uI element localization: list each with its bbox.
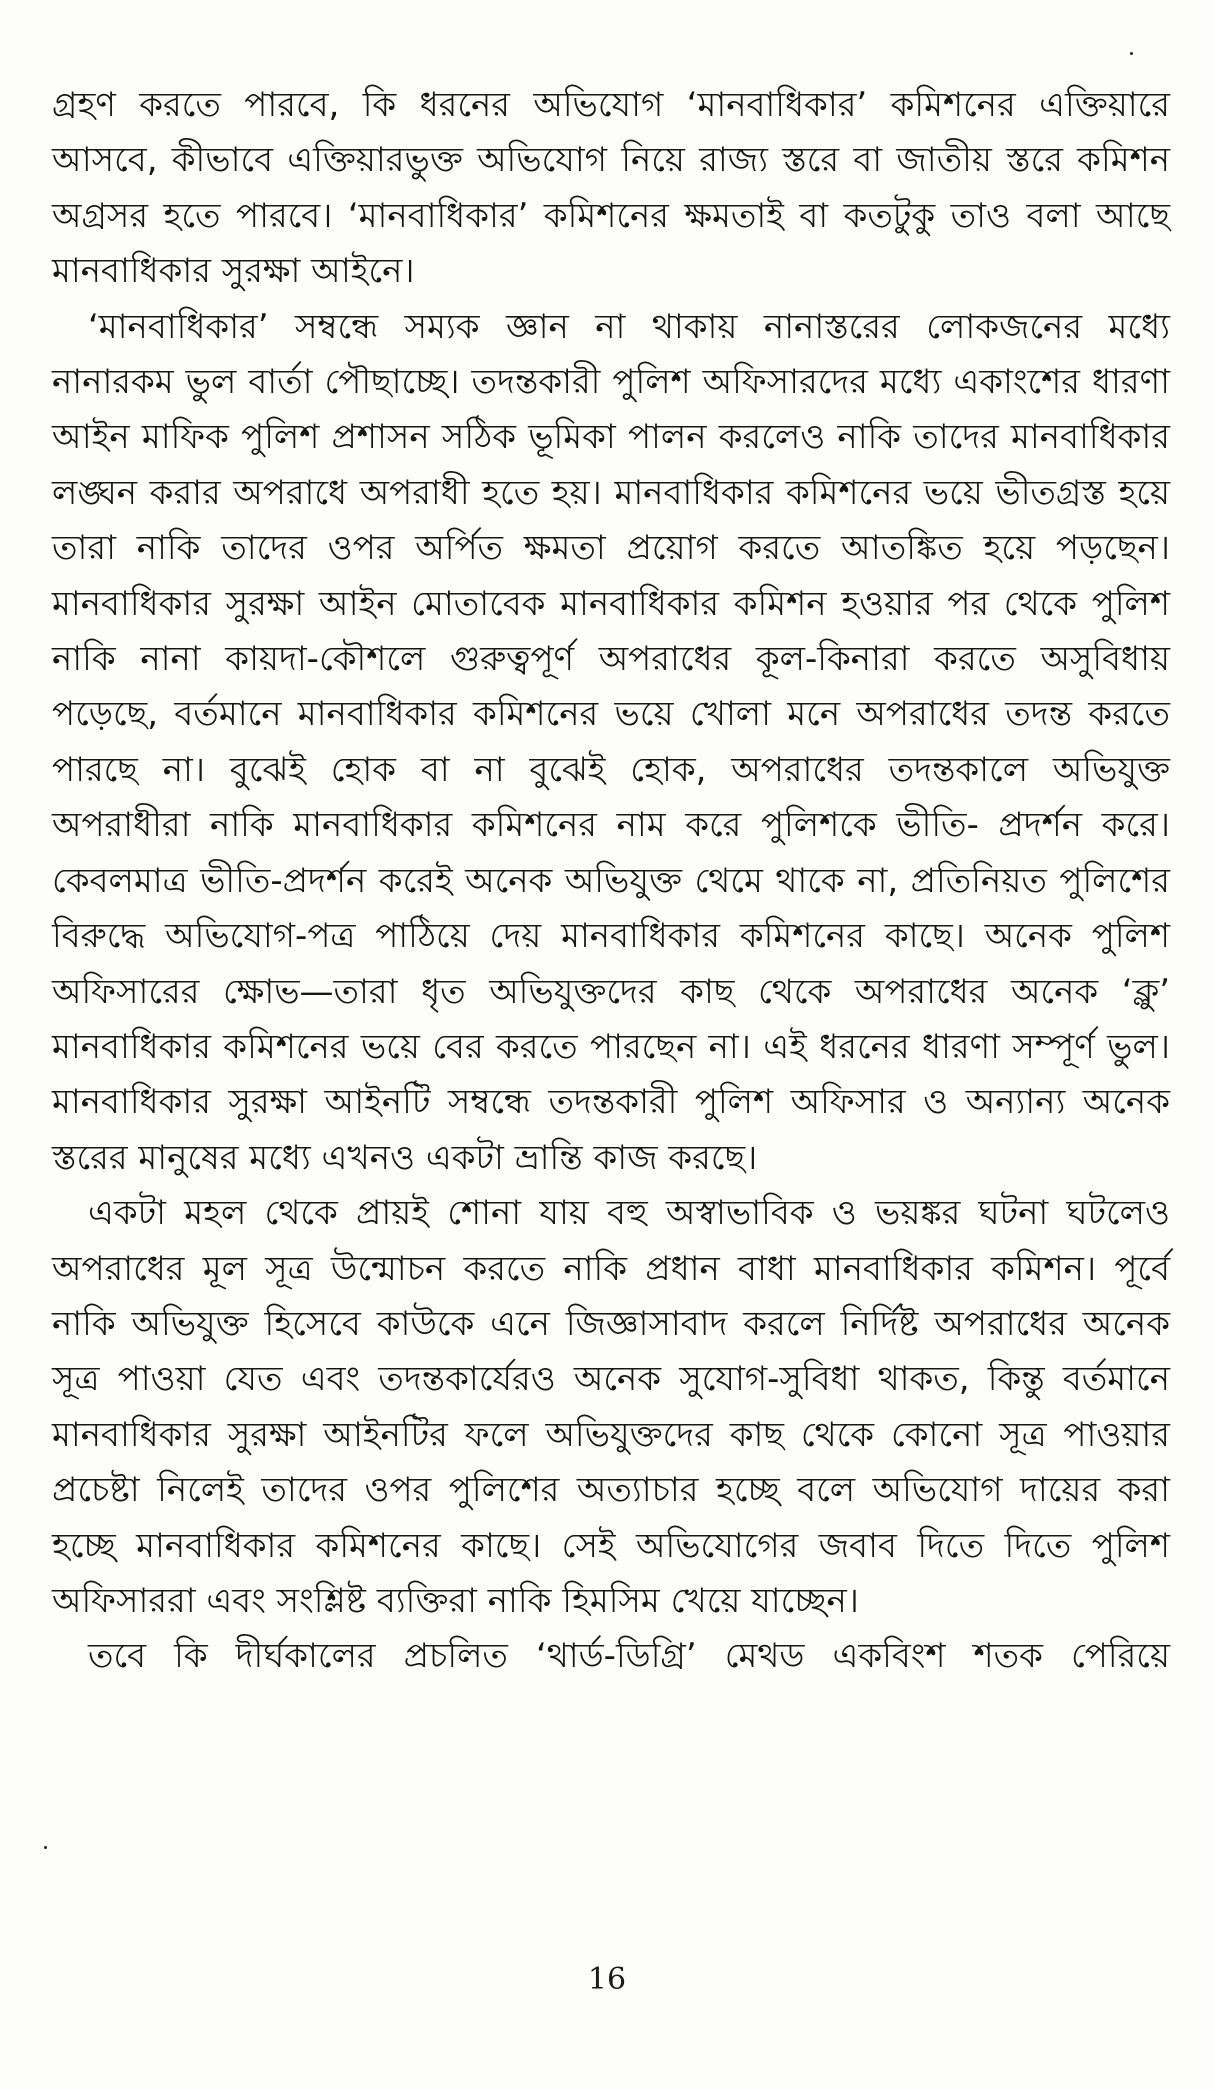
paragraph-2: ‘মানবাধিকার’ সম্বন্ধে সম্যক জ্ঞান না থাকায় নানাস্তরের লোকজনের মধ্যে নানারকম ভুল বার্তা পৌছাচ্ছে। তদন্তকারী পুলিশ অফিসারদের মধ্যে একাংশের ধারণা আইন মাফিক পুলিশ প্রশাসন সঠিক ভূমিকা পালন করলেও নাকি তাদের মানবাধিকার লঙ্ঘন করার অপরাধে অপরাধী হতে হয়। মানবাধিকার কমিশনের ভয়ে ভীতগ্রস্ত হয়ে তারা নাকি তাদের ওপর অর্পিত ক্ষমতা প্রয়োগ করতে আতঙ্কিত হয়ে পড়ছেন। মানবাধিকার সুরক্ষা আইন মোতাবেক মানবাধিকার কমিশন হওয়ার পর থেকে পুলিশ নাকি নানা কায়দা-কৌশলে গুরুত্বপূর্ণ অপরাধের কূল-কিনারা করতে অসুবিধায় পড়েছে, বর্তমানে মানবাধিকার কমিশনের ভয়ে খোলা মনে অপরাধের তদন্ত করতে পারছে না। বুঝেই হোক বা না বুঝেই হোক, অপরাধের তদন্তকালে অভিযুক্ত অপরাধীরা নাকি মানবাধিকার কমিশনের নাম করে পুলিশকে ভীতি- প্রদর্শন করে। কেবলমাত্র ভীতি-প্রদর্শন করেই অনেক অভিযুক্ত থেমে থাকে না, প্রতিনিয়ত পুলিশের বিরুদ্ধে অভিযোগ-পত্র পাঠিয়ে দেয় মানবাধিকার কমিশনের কাছে। অনেক পুলিশ অফিসারের ক্ষোভ—তারা ধৃত অভিযুক্তদের কাছ থেকে অপরাধের অনেক ‘ক্লু’ মানবাধিকার কমিশনের ভয়ে বের করতে পারছেন না। এই ধরনের ধারণা সম্পূর্ণ ভুল। মানবাধিকার সুরক্ষা আইনটি সম্বন্ধে তদন্তকারী পুলিশ অফিসার ও অন্যান্য অনেক স্তরের মানুষের মধ্যে এখনও একটা ভ্রান্তি কাজ করছে। bbox=[52, 306, 1170, 1178]
page-number: 16 bbox=[587, 1962, 627, 1997]
print-speck bbox=[1130, 52, 1133, 55]
paragraph-4: তবে কি দীর্ঘকালের প্রচলিত ‘থার্ড-ডিগ্রি’ মেথড একবিংশ শতক পেরিয়ে bbox=[88, 1636, 1170, 1677]
paragraph-3: একটা মহল থেকে প্রায়ই শোনা যায় বহু অস্বাভাবিক ও ভয়ঙ্কর ঘটনা ঘটলেও অপরাধের মূল সূত্র উন্মোচন করতে নাকি প্রধান বাধা মানবাধিকার কমিশন। পূর্বে নাকি অভিযুক্ত হিসেবে কাউকে এনে জিজ্ঞাসাবাদ করলে নির্দিষ্ট অপরাধের অনেক সূত্র পাওয়া যেত এবং তদন্তকার্যেরও অনেক সুযোগ-সুবিধা থাকত, কিন্তু বর্তমানে মানবাধিকার সুরক্ষা আইনটির ফলে অভিযুক্তদের কাছ থেকে কোনো সূত্র পাওয়ার প্রচেষ্টা নিলেই তাদের ওপর পুলিশের অত্যাচার হচ্ছে বলে অভিযোগ দায়ের করা হচ্ছে মানবাধিকার কমিশনের কাছে। সেই অভিযোগের জবাব দিতে দিতে পুলিশ অফিসাররা এবং সংশ্লিষ্ট ব্যক্তিরা নাকি হিমসিম খেয়ে যাচ্ছেন। bbox=[52, 1193, 1170, 1621]
paragraph-1: গ্রহণ করতে পারবে, কি ধরনের অভিযোগ ‘মানবাধিকার’ কমিশনের এক্তিয়ারে আসবে, কীভাবে এক্তিয়ারভুক্ত অভিযোগ নিয়ে রাজ্য স্তরে বা জাতীয় স্তরে কমিশন অগ্রসর হতে পারবে। ‘মানবাধিকার’ কমিশনের ক্ষমতাই বা কতটুকু তাও বলা আছে মানবাধিকার সুরক্ষা আইনে। bbox=[52, 85, 1170, 292]
print-speck bbox=[44, 1846, 47, 1849]
body-text bbox=[52, 78, 1170, 1685]
